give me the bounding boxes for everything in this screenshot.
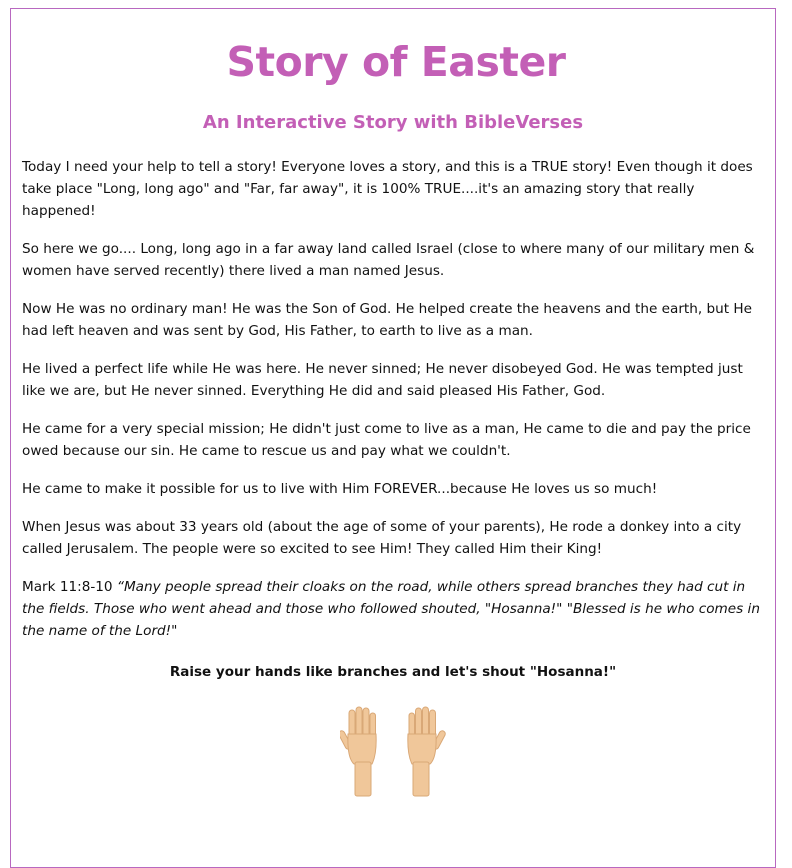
left-hand-icon [340,707,376,796]
story-paragraph: He came for a very special mission; He didn't just come to live as a man, He came to die and pay the price owed because our sin. He came to rescue us and pay what we couldn't. [22,421,751,459]
story-paragraph: When Jesus was about 33 years old (about the age of some of your parents), He rode a donkey into a city called Jerusalem. The people were so excited to see Him! They called Him their King! [22,519,742,557]
story-paragraph: Today I need your help to tell a story! Everyone loves a story, and this is a TRUE story! Even though it does take place "Long, long ago" and "Far, far away", it is 100% TRUE....it's an amazing story that really happened! [22,159,753,219]
story-paragraph: Now He was no ordinary man! He was the Son of God. He helped create the heavens and the earth, but He had left heaven and was sent by God, His Father, to earth to live as a man. [22,301,753,339]
story-paragraph: He lived a perfect life while He was here. He never sinned; He never disobeyed God. He was tempted just like we are, but He never sinned. Everything He did and said pleased His Father, God. [22,361,743,399]
page-title: Story of Easter [226,38,566,86]
page-subtitle: An Interactive Story with BibleVerses [202,112,584,133]
story-paragraph: So here we go.... Long, long ago in a far away land called Israel (close to where many of our military men & women have served recently) there lived a man named Jesus. [22,241,755,279]
call-to-action: Raise your hands like branches and let's shout "Hosanna!" [169,664,617,680]
raised-hands-icon [340,706,450,798]
verse-text: “Many people spread their cloaks on the road, while others spread branches they had cut in the fields. Those who went ahead and those who followed shouted, "Hosanna!" "Blessed is he who comes in the name of the Lord!" [22,579,760,639]
story-paragraph: He came to make it possible for us to live with Him FOREVER...because He loves us so much! [22,481,658,497]
story-content [22,156,770,658]
bible-verse [22,576,770,642]
right-hand-icon [408,707,447,796]
verse-reference: Mark 11:8-10 [22,579,117,595]
